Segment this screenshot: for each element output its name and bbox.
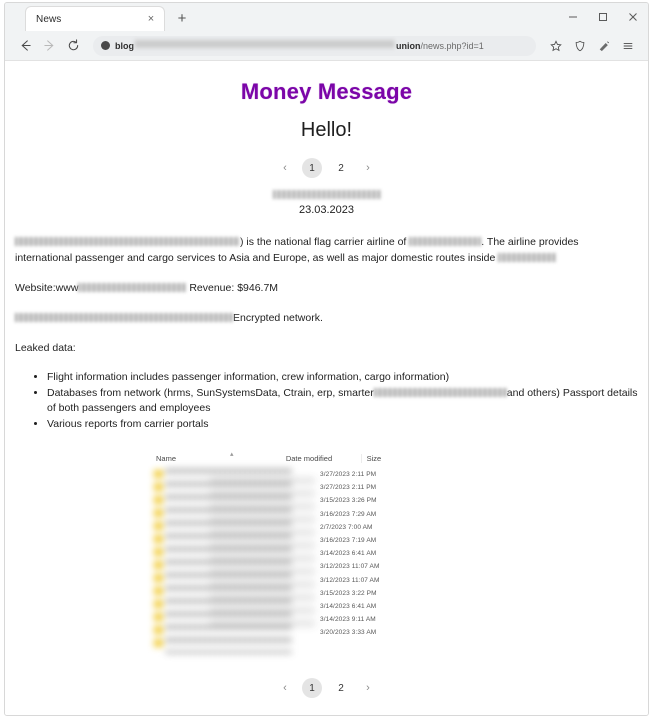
table-row: 3/27/2023 2:11 PM <box>320 484 377 492</box>
table-row: 3/14/2023 6:41 AM <box>320 602 377 610</box>
tab-title: News <box>36 13 62 25</box>
reload-icon[interactable] <box>61 34 85 58</box>
file-listing-header <box>150 450 402 466</box>
revenue-label: Revenue: $946.7M <box>189 282 279 294</box>
page-viewport <box>5 61 648 715</box>
list-item <box>47 370 638 385</box>
leaked-item-2-tail: and others) Passport details of both passengers and employees <box>47 387 638 414</box>
column-header-name-label: Name <box>156 453 177 463</box>
redacted-encrypted-target <box>15 313 233 322</box>
table-row: 3/20/2023 3:33 AM <box>320 629 377 637</box>
table-row: 2/7/2023 7:00 AM <box>320 523 373 531</box>
website-revenue-line <box>15 280 638 296</box>
encrypted-text: Encrypted network. <box>233 312 323 324</box>
address-bar[interactable] <box>93 36 536 56</box>
column-header-name[interactable] <box>150 450 286 463</box>
redacted-company-name <box>15 237 240 246</box>
website-label: Website:www <box>15 282 79 294</box>
file-date-column <box>320 468 415 639</box>
leaked-data-list <box>15 370 638 432</box>
article-date: 23.03.2023 <box>298 204 355 216</box>
intro-paragraph <box>15 234 638 266</box>
file-listing-screenshot <box>150 450 402 654</box>
pagination-next-bottom[interactable]: › <box>366 682 370 694</box>
redacted-country <box>409 237 481 246</box>
table-row: 3/14/2023 6:41 AM <box>320 550 377 558</box>
url-domain-fragment: union <box>396 40 421 51</box>
intro-text-a: ) is the national flag carrier airline of <box>240 236 407 248</box>
file-name-text-blur-secondary <box>210 478 315 628</box>
maximize-icon[interactable] <box>588 4 618 30</box>
table-row: 3/27/2023 2:11 PM <box>320 471 377 478</box>
folder-icon-column <box>154 470 163 650</box>
table-row: 3/12/2023 11:07 AM <box>320 576 380 584</box>
leaked-item-1: Flight information includes passenger information, crew information, cargo information) <box>47 371 450 383</box>
column-header-date-modified[interactable]: Date modified <box>285 453 333 463</box>
bookmark-star-icon[interactable] <box>544 34 568 58</box>
url-redaction <box>135 40 395 48</box>
sort-ascending-icon: ▴ <box>230 450 234 458</box>
intro-text-b: . The airline provides international passenger and cargo services to Asia and Europe, as well as major domestic routes inside <box>15 236 579 264</box>
back-icon[interactable] <box>13 34 37 58</box>
new-tab-button[interactable]: + <box>177 9 187 27</box>
list-item <box>47 417 638 432</box>
leaked-data-label: Leaked data: <box>15 342 76 354</box>
menu-icon[interactable] <box>616 34 640 58</box>
table-row: 3/16/2023 7:19 AM <box>320 536 377 544</box>
site-info-icon[interactable] <box>101 41 110 50</box>
list-item <box>47 386 638 416</box>
url-path: /news.php?id=1 <box>420 40 484 51</box>
shield-icon[interactable] <box>568 34 592 58</box>
pagination-page-1[interactable]: 1 <box>302 158 322 178</box>
leaked-item-3: Various reports from carrier portals <box>47 418 209 430</box>
pagination-next[interactable]: › <box>366 162 370 174</box>
pagination-prev-bottom[interactable]: ‹ <box>283 682 287 694</box>
redacted-website <box>78 283 186 292</box>
table-row: 3/16/2023 7:29 AM <box>320 510 377 518</box>
pocket-icon[interactable] <box>592 34 616 58</box>
pagination-top <box>15 158 638 178</box>
pagination-page-1-bottom[interactable]: 1 <box>302 678 322 698</box>
minimize-icon[interactable] <box>558 4 588 30</box>
browser-tab-news[interactable] <box>25 6 165 31</box>
pagination-bottom <box>15 678 638 698</box>
leaked-item-2: Databases from network (hrms, SunSystemsData, Ctrain, erp, smarter <box>47 387 374 399</box>
redacted-country-2 <box>498 253 556 262</box>
pagination-prev[interactable]: ‹ <box>283 162 287 174</box>
browser-window <box>4 2 649 716</box>
page-title: Money Message <box>240 79 413 104</box>
redacted-database-names <box>374 388 507 397</box>
window-controls <box>558 3 648 31</box>
redacted-headline <box>273 190 381 199</box>
close-window-icon[interactable] <box>618 4 648 30</box>
table-row: 3/12/2023 11:07 AM <box>320 563 380 571</box>
tab-strip <box>5 3 648 31</box>
file-listing-body <box>150 468 402 654</box>
redacted-file-names <box>150 468 300 654</box>
table-row: 3/14/2023 9:11 AM <box>320 616 376 624</box>
column-header-size[interactable]: Size <box>361 454 402 463</box>
page-greeting: Hello! <box>300 119 353 141</box>
article-body <box>15 234 638 432</box>
close-icon[interactable]: × <box>147 12 155 25</box>
table-row: 3/15/2023 3:26 PM <box>320 497 377 505</box>
encrypted-line <box>15 310 638 326</box>
url-text <box>115 41 484 51</box>
forward-icon[interactable] <box>37 34 61 58</box>
pagination-page-2-bottom[interactable]: 2 <box>338 682 344 694</box>
pagination-page-2[interactable]: 2 <box>338 162 344 174</box>
table-row: 3/15/2023 3:22 PM <box>320 589 377 597</box>
browser-toolbar <box>5 31 648 61</box>
url-prefix: blog <box>115 40 134 51</box>
toolbar-icon-group <box>544 34 640 58</box>
